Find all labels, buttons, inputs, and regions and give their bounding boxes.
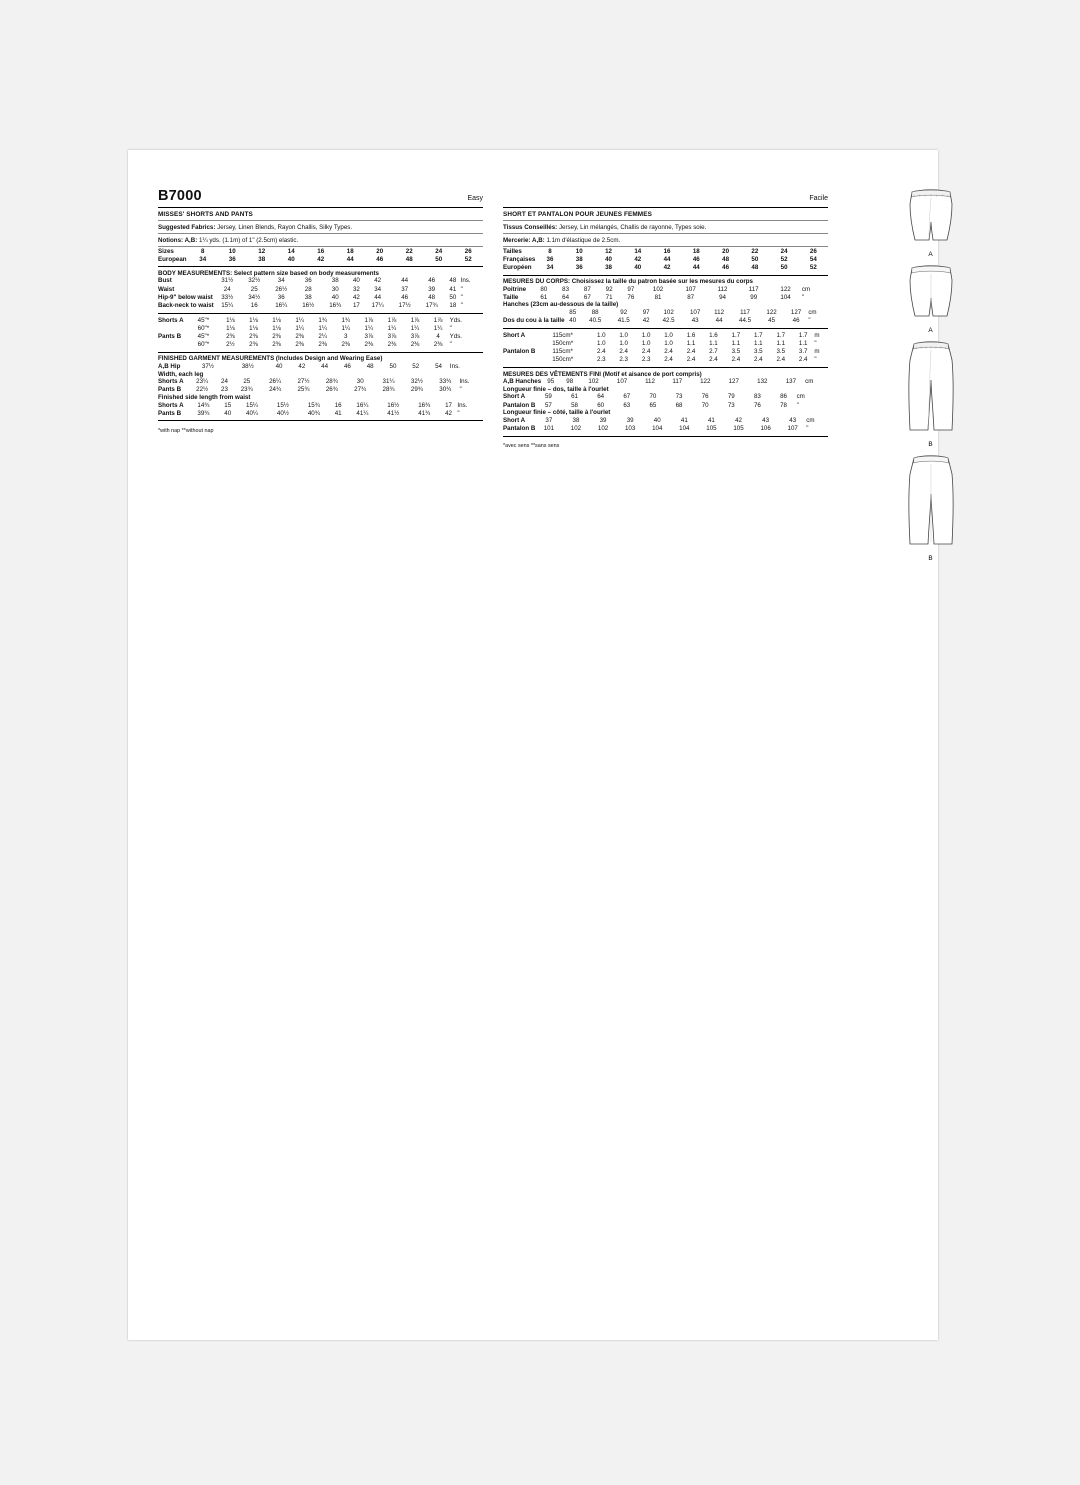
table-row [158, 247, 483, 255]
body-measurements-table [158, 277, 483, 310]
finished-measurements-table-fr [503, 378, 828, 386]
table-row: Shorts A 45"* 1⅛ 1⅛ 1⅛ 1¼ 1¾ 1¾ 1⅞ 1⅞ 1⅞ 1⅞ Yds. [158, 316, 463, 324]
shorts-drawing [902, 188, 960, 250]
header-row-fr [503, 188, 828, 204]
size-cell: 24 [435, 247, 443, 255]
pattern-envelope-back [128, 150, 938, 1340]
size-cell: 8 [201, 247, 205, 255]
table-row: Poitrine 80 83 87 92 97 102 107 112 117 122 cm [503, 285, 811, 293]
pants-drawing [902, 340, 960, 440]
body-measurements-header-fr: MESURES DU CORPS: Choisissez la taille du patron basée sur les mesures du corps [503, 278, 753, 286]
fabrics-label-fr: Tissus Conseillés: [503, 224, 558, 231]
table-row: Pants B 39¾ 40 40¼ 40½ 40¾ 41 41¼ 41½ 41¾ 42 " [158, 409, 460, 417]
table-row: Pantalon B 115cm* 2.4 2.4 2.4 2.4 2.4 2.7 3.5 3.5 3.5 3.7 m [503, 348, 820, 356]
nap-footnote-fr: *avec sens **sans sens [503, 443, 560, 449]
finished-measurements-table [158, 362, 483, 370]
fabrics-text: Jersey, Linen Blends, Rayon Challis, Silky Types. [215, 224, 353, 231]
notions-label: Notions: A,B: [158, 237, 198, 244]
table-row: Pants B 22½ 23 23¾ 24¾ 25¾ 26¾ 27¾ 28¾ 29¾ 30¾ " [158, 386, 462, 394]
body-measurements-header: BODY MEASUREMENTS: Select pattern size based on body measurements [158, 269, 379, 277]
table-row: Waist 24 25 26½ 28 30 32 34 37 39 41 " [158, 285, 463, 293]
suggested-fabrics-fr [503, 221, 828, 233]
table-row: Shorts A 23¼ 24 25 26¼ 27½ 28¾ 30 31¼ 32½ 33¾ Ins. [158, 378, 470, 386]
length-hem-table-fr [503, 393, 828, 409]
table-row: 60"* 2½ 2⅜ 2⅜ 2⅜ 2⅜ 2⅜ 2⅜ 2⅜ 2⅜ 2⅜ " [197, 341, 452, 349]
side-length-label: Finished side length from waist [158, 393, 251, 401]
figure-caption: B [928, 441, 933, 448]
size-cell: 14 [287, 247, 295, 255]
size-table-fr [503, 247, 828, 272]
nap-footnote: *with nap **without nap [158, 427, 214, 434]
table-row: European 34 36 38 40 42 44 46 48 50 52 [158, 255, 472, 263]
table-row: Hip-9" below waist 33½ 34½ 36 38 40 42 44 46 48 50 " [158, 293, 463, 301]
pants-drawing-back [902, 454, 960, 554]
size-table [158, 247, 483, 263]
size-cell: 18 [346, 247, 354, 255]
width-each-leg-label: Width, each leg [158, 370, 204, 378]
size-cell: 20 [376, 247, 384, 255]
length-hem-label-fr: Longueur finie – dos, taille à l'ourlet [503, 385, 609, 393]
english-column [158, 188, 483, 434]
header-row [158, 188, 483, 204]
suggested-fabrics [158, 221, 483, 233]
table-row: Tailles 8 10 12 14 16 18 20 22 24 26 [503, 247, 817, 255]
finished-measurements-header-fr: MESURES DES VÊTEMENTS FINI (Motif et aisance de port compris) [503, 370, 702, 378]
side-table-fr [503, 416, 828, 432]
size-cell: 16 [317, 247, 325, 255]
side-length-table [158, 401, 483, 417]
table-row: Dos du cou à la taille 40 40.5 41.5 42 42.5 43 44 44.5 45 46 " [503, 317, 811, 325]
table-row: A,B Hanches 95 98 102 107 112 117 122 127 132 137 cm [503, 378, 814, 386]
leg-width-table [158, 378, 483, 394]
figure-pants-b-1 [893, 340, 968, 448]
hip-table-fr [503, 308, 828, 324]
figure-caption: A [928, 251, 933, 258]
side-label-fr: Longueur finie – côté, taille à l'ourlet [503, 409, 611, 417]
figure-shorts-a-2 [893, 264, 968, 334]
size-cell: 12 [258, 247, 266, 255]
figure-shorts-a-1 [893, 188, 968, 258]
table-row: A,B Hip 37½ 38½ 40 42 44 46 48 50 52 54 Ins. [158, 362, 460, 370]
table-row: Européen 34 36 38 40 42 44 46 48 50 52 [503, 263, 817, 271]
notions-text-fr: 1.1m d'élastique de 2.5cm. [544, 237, 621, 244]
table-row: Back-neck to waist 15¼ 16 16¼ 16½ 16¾ 17 17¼ 17½ 17¾ 18 " [158, 302, 463, 310]
size-cell: 26 [464, 247, 472, 255]
pattern-code: B7000 [158, 188, 202, 204]
difficulty-label-fr: Facile [809, 195, 828, 202]
table-row: Short A 37 38 39 39 40 41 41 42 43 43 cm [503, 416, 815, 424]
garment-title-fr: SHORT ET PANTALON POUR JEUNES FEMMES [503, 211, 652, 218]
size-cell: 10 [228, 247, 236, 255]
european-label: European [158, 255, 187, 263]
body-measurements-table-fr [503, 285, 828, 301]
table-row: 150cm* 2.3 2.3 2.3 2.4 2.4 2.4 2.4 2.4 2.4 2.4 " [552, 356, 817, 364]
yardage-table-fr [503, 331, 828, 364]
figure-caption: A [928, 327, 933, 334]
table-row: Pants B 45"* 2⅜ 2⅜ 2⅜ 2⅜ 2¼ 3 3⅞ 3⅞ 3⅞ 4 Yds. [158, 333, 463, 341]
finished-measurements-header: FINISHED GARMENT MEASUREMENTS (Includes Design and Wearing Ease) [158, 355, 383, 363]
table-row: Bust 31½ 32½ 34 36 38 40 42 44 46 48 Ins. [158, 277, 471, 285]
yardage-table [158, 316, 483, 349]
fabrics-text-fr: Jersey, Lin mélangés, Challis de rayonne, Types soie. [557, 224, 707, 231]
hip-header-fr: Hanches (23cm au-dessous de la taille) [503, 301, 619, 309]
table-row: 60"* 1⅛ 1⅛ 1⅛ 1¼ 1¼ 1¼ 1¼ 1¼ 1¼ 1¼ " [197, 324, 452, 332]
notions-label-fr: Mercerie: A,B: [503, 237, 545, 244]
french-column [503, 188, 828, 449]
fabrics-label: Suggested Fabrics: [158, 224, 216, 231]
difficulty-label: Easy [467, 195, 483, 202]
figure-pants-b-2 [893, 454, 968, 562]
table-row: 85 88 92 97 102 107 112 117 122 127 cm [569, 309, 817, 317]
table-row: Taille 61 64 67 71 76 81 87 94 99 104 " [503, 293, 805, 301]
line-drawings [893, 188, 968, 568]
notions-fr [503, 234, 828, 246]
table-row: Short A 59 61 64 67 70 73 76 79 83 86 cm [503, 393, 805, 401]
table-row: Pantalon B 57 58 60 63 65 68 70 73 76 78 " [503, 401, 799, 409]
table-row: Shorts A 14¾ 15 15¼ 15½ 15¾ 16 16¼ 16½ 16¾ 17 Ins. [158, 401, 468, 409]
table-row: Françaises 36 38 40 42 44 46 48 50 52 54 [503, 255, 817, 263]
table-row: 150cm* 1.0 1.0 1.0 1.0 1.1 1.1 1.1 1.1 1.1 1.1 " [552, 340, 817, 348]
notions-text: 1¼ yds. (1.1m) of 1" (2.5cm) elastic. [197, 237, 299, 244]
table-row: Pantalon B 101 102 102 103 104 104 105 105 106 107 " [503, 424, 809, 432]
size-cell: 22 [405, 247, 413, 255]
shorts-drawing-back [902, 264, 960, 326]
figure-caption: B [928, 555, 933, 562]
sizes-label: Sizes [158, 247, 174, 255]
table-row: Short A 115cm* 1.0 1.0 1.0 1.0 1.6 1.6 1.7 1.7 1.7 1.7 m [503, 331, 820, 339]
notions [158, 234, 483, 246]
garment-title: MISSES' SHORTS AND PANTS [158, 211, 253, 218]
